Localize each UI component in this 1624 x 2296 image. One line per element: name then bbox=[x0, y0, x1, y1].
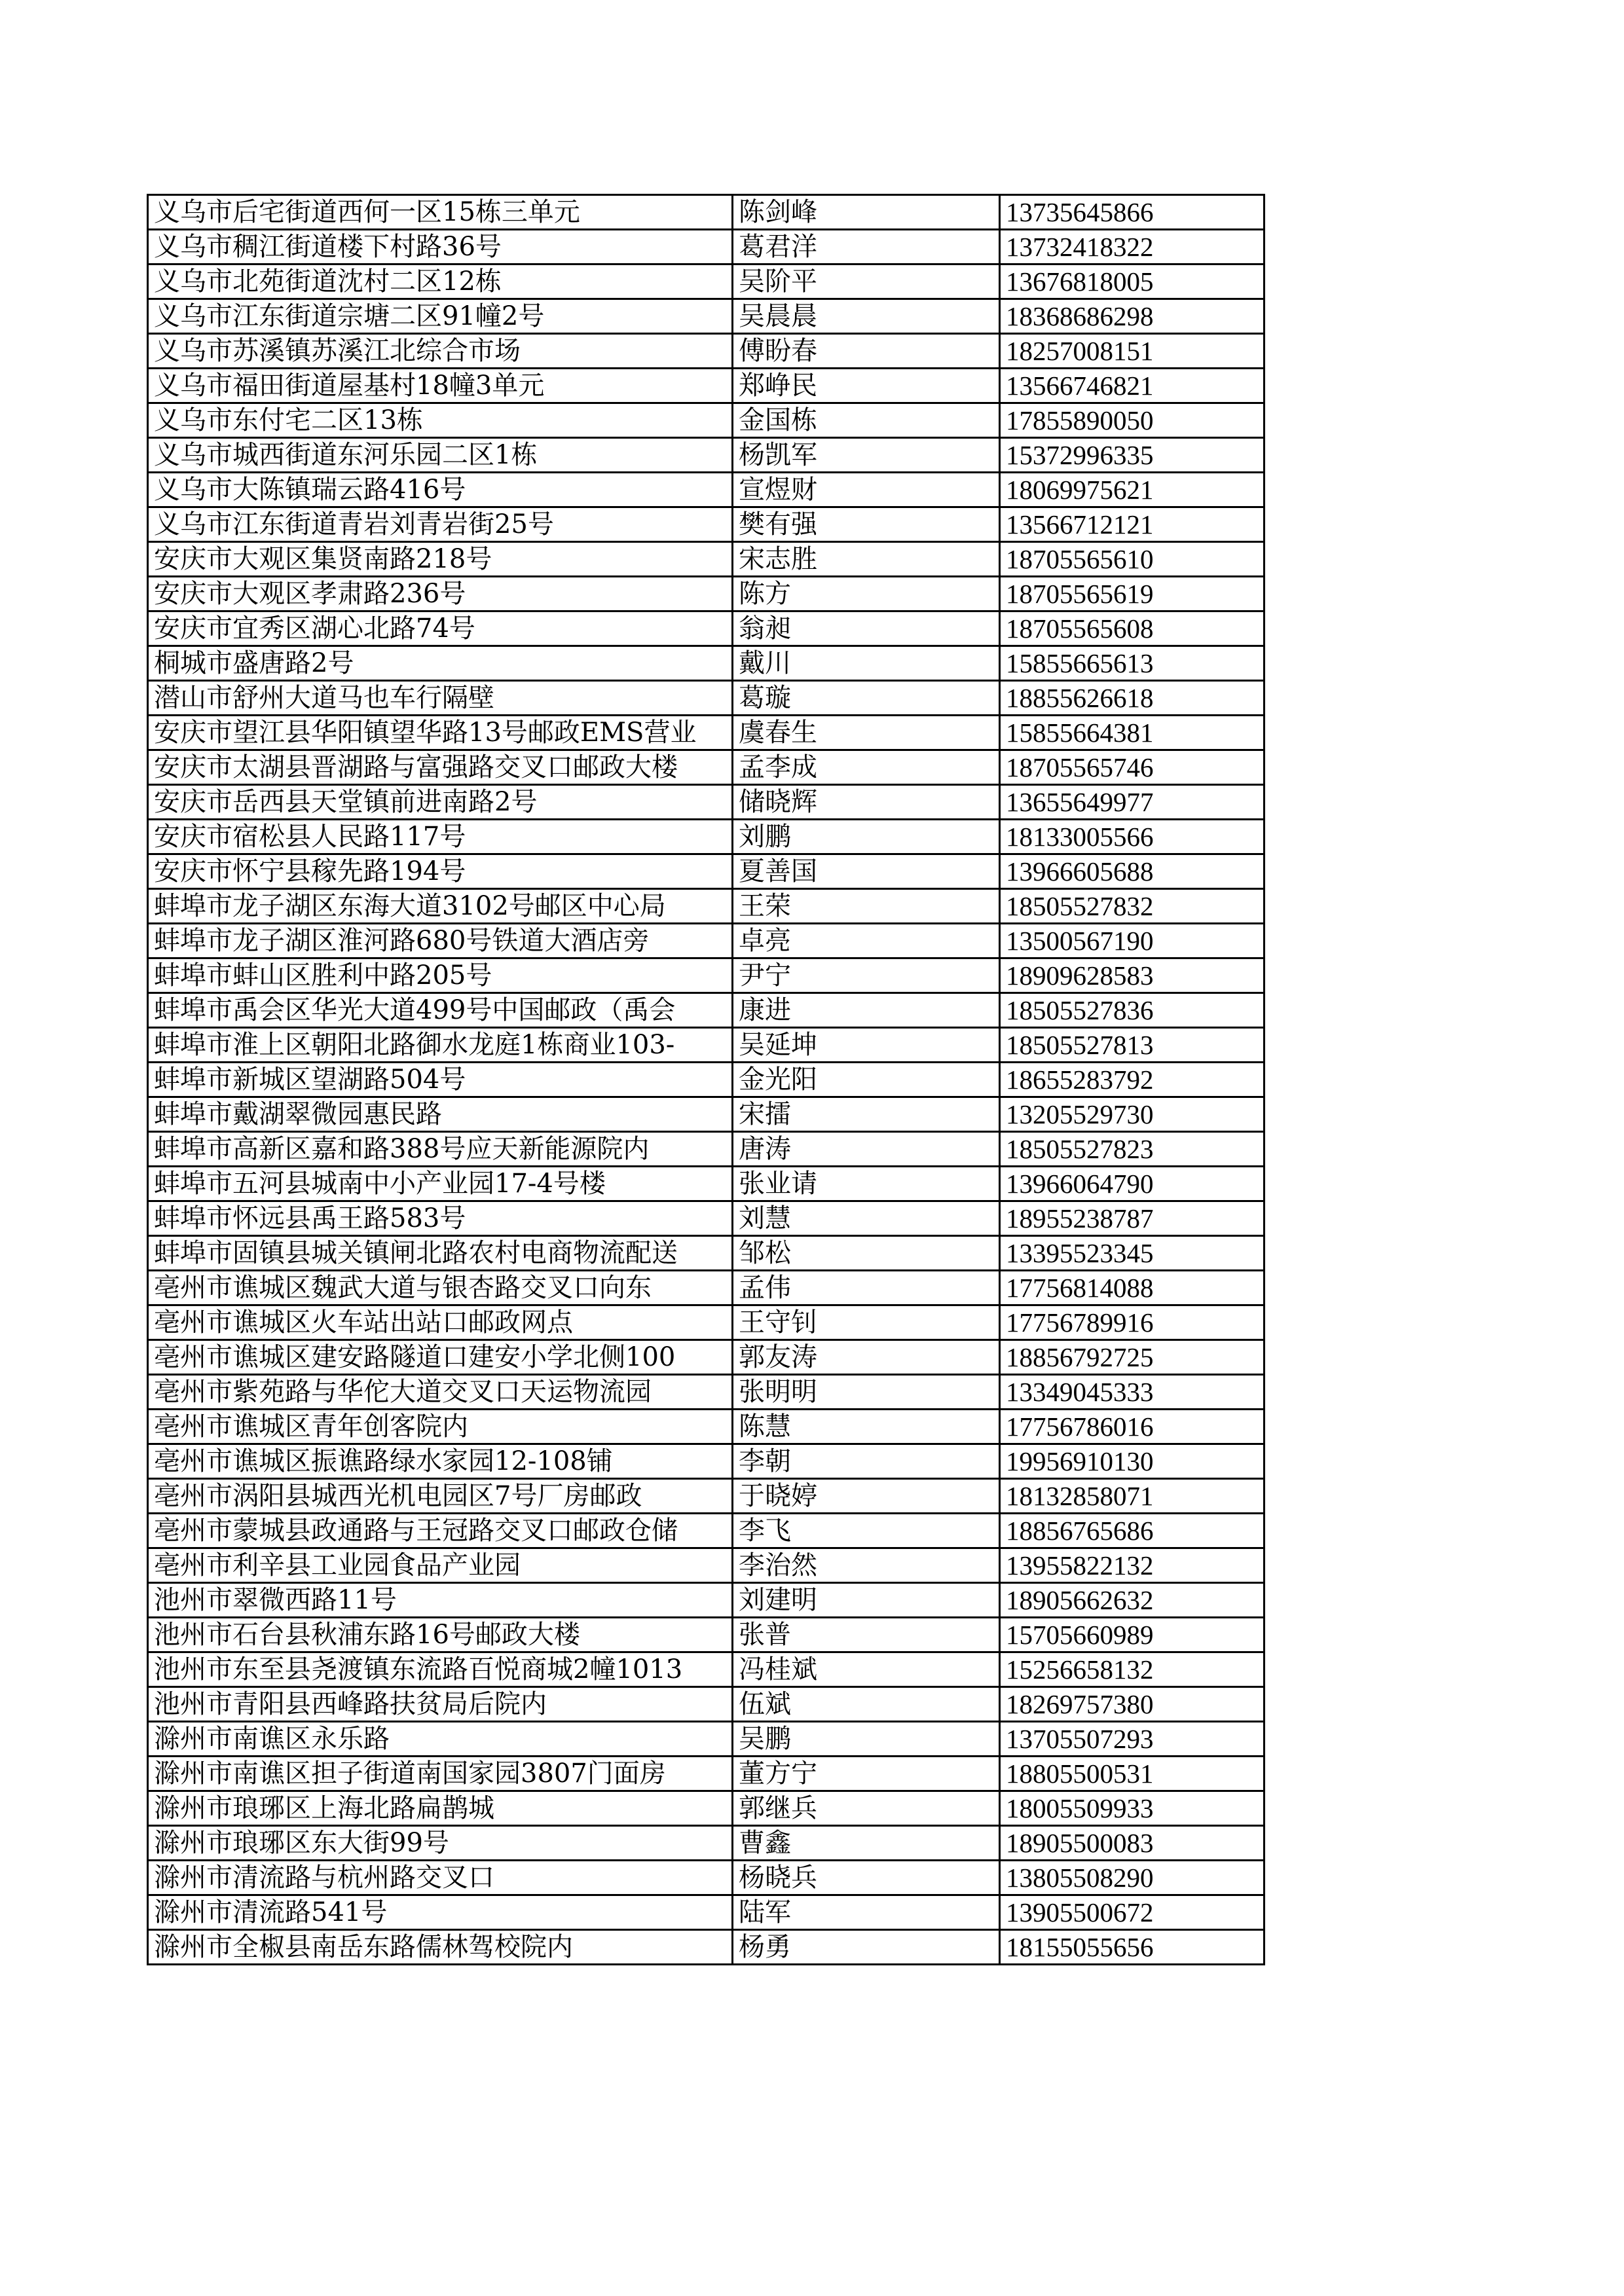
table-row bbox=[148, 1479, 1264, 1514]
address-cell: 亳州市紫苑路与华佗大道交叉口天运物流园 bbox=[148, 1375, 733, 1410]
phone-cell: 17756789916 bbox=[1000, 1305, 1264, 1340]
name-cell: 刘鹏 bbox=[733, 820, 1000, 854]
phone-cell: 18905662632 bbox=[1000, 1583, 1264, 1618]
phone-cell: 13655649977 bbox=[1000, 785, 1264, 820]
address-cell: 池州市青阳县西峰路扶贫局后院内 bbox=[148, 1687, 733, 1722]
table-row bbox=[148, 1548, 1264, 1583]
name-cell: 于晓婷 bbox=[733, 1479, 1000, 1514]
name-cell: 王荣 bbox=[733, 889, 1000, 924]
table-row bbox=[148, 1791, 1264, 1826]
table-row bbox=[148, 1895, 1264, 1930]
table-row bbox=[148, 403, 1264, 438]
table-row bbox=[148, 542, 1264, 577]
table-row bbox=[148, 611, 1264, 646]
phone-cell: 18005509933 bbox=[1000, 1791, 1264, 1826]
address-cell: 安庆市怀宁县稼先路194号 bbox=[148, 854, 733, 889]
phone-cell: 13966064790 bbox=[1000, 1167, 1264, 1201]
address-cell: 蚌埠市五河县城南中小产业园17-4号楼 bbox=[148, 1167, 733, 1201]
address-cell: 潜山市舒州大道马也车行隔壁 bbox=[148, 681, 733, 716]
table-row bbox=[148, 334, 1264, 369]
address-cell: 蚌埠市固镇县城关镇闸北路农村电商物流配送 bbox=[148, 1236, 733, 1271]
phone-cell: 13805508290 bbox=[1000, 1861, 1264, 1895]
phone-cell: 19956910130 bbox=[1000, 1444, 1264, 1479]
phone-cell: 18655283792 bbox=[1000, 1063, 1264, 1097]
phone-cell: 18257008151 bbox=[1000, 334, 1264, 369]
table-row bbox=[148, 195, 1264, 230]
table-row bbox=[148, 889, 1264, 924]
address-cell: 义乌市江东街道宗塘二区91幢2号 bbox=[148, 299, 733, 334]
address-cell: 滁州市南谯区永乐路 bbox=[148, 1722, 733, 1757]
table-row bbox=[148, 1861, 1264, 1895]
name-cell: 杨勇 bbox=[733, 1930, 1000, 1965]
address-cell: 亳州市谯城区魏武大道与银杏路交叉口向东 bbox=[148, 1271, 733, 1305]
phone-cell: 18856792725 bbox=[1000, 1340, 1264, 1375]
address-cell: 滁州市清流路541号 bbox=[148, 1895, 733, 1930]
spreadsheet bbox=[147, 194, 1265, 1965]
address-cell: 滁州市琅琊区东大街99号 bbox=[148, 1826, 733, 1861]
address-cell: 义乌市城西街道东河乐园二区1栋 bbox=[148, 438, 733, 473]
table-row bbox=[148, 820, 1264, 854]
phone-cell: 15855665613 bbox=[1000, 646, 1264, 681]
name-cell: 张普 bbox=[733, 1618, 1000, 1652]
table-row bbox=[148, 1757, 1264, 1791]
phone-cell: 13955822132 bbox=[1000, 1548, 1264, 1583]
address-cell: 亳州市谯城区振谯路绿水家园12-108铺 bbox=[148, 1444, 733, 1479]
name-cell: 陈方 bbox=[733, 577, 1000, 611]
table-row bbox=[148, 1583, 1264, 1618]
table-row bbox=[148, 1028, 1264, 1063]
name-cell: 孟李成 bbox=[733, 750, 1000, 785]
phone-cell: 15855664381 bbox=[1000, 716, 1264, 750]
phone-cell: 17756814088 bbox=[1000, 1271, 1264, 1305]
table-row bbox=[148, 1722, 1264, 1757]
name-cell: 吴鹏 bbox=[733, 1722, 1000, 1757]
name-cell: 唐涛 bbox=[733, 1132, 1000, 1167]
table-row bbox=[148, 1271, 1264, 1305]
name-cell: 陈慧 bbox=[733, 1410, 1000, 1444]
phone-cell: 17756786016 bbox=[1000, 1410, 1264, 1444]
table-row bbox=[148, 993, 1264, 1028]
name-cell: 冯桂斌 bbox=[733, 1652, 1000, 1687]
name-cell: 邹松 bbox=[733, 1236, 1000, 1271]
phone-cell: 18705565608 bbox=[1000, 611, 1264, 646]
phone-cell: 13732418322 bbox=[1000, 230, 1264, 264]
name-cell: 杨晓兵 bbox=[733, 1861, 1000, 1895]
name-cell: 伍斌 bbox=[733, 1687, 1000, 1722]
name-cell: 康进 bbox=[733, 993, 1000, 1028]
table-row bbox=[148, 1236, 1264, 1271]
phone-cell: 18368686298 bbox=[1000, 299, 1264, 334]
table-row bbox=[148, 1097, 1264, 1132]
address-cell: 池州市翠微西路11号 bbox=[148, 1583, 733, 1618]
name-cell: 吴晨晨 bbox=[733, 299, 1000, 334]
name-cell: 郭友涛 bbox=[733, 1340, 1000, 1375]
address-cell: 蚌埠市新城区望湖路504号 bbox=[148, 1063, 733, 1097]
phone-cell: 18155055656 bbox=[1000, 1930, 1264, 1965]
name-cell: 张业请 bbox=[733, 1167, 1000, 1201]
phone-cell: 13566712121 bbox=[1000, 507, 1264, 542]
table-row bbox=[148, 1410, 1264, 1444]
address-cell: 蚌埠市高新区嘉和路388号应天新能源院内 bbox=[148, 1132, 733, 1167]
phone-cell: 13566746821 bbox=[1000, 369, 1264, 403]
name-cell: 刘慧 bbox=[733, 1201, 1000, 1236]
table-row bbox=[148, 785, 1264, 820]
table-row bbox=[148, 1063, 1264, 1097]
phone-cell: 18805500531 bbox=[1000, 1757, 1264, 1791]
phone-cell: 13500567190 bbox=[1000, 924, 1264, 958]
name-cell: 李朝 bbox=[733, 1444, 1000, 1479]
name-cell: 翁昶 bbox=[733, 611, 1000, 646]
address-cell: 池州市东至县尧渡镇东流路百悦商城2幢1013 bbox=[148, 1652, 733, 1687]
phone-cell: 18856765686 bbox=[1000, 1514, 1264, 1548]
name-cell: 李飞 bbox=[733, 1514, 1000, 1548]
phone-cell: 18955238787 bbox=[1000, 1201, 1264, 1236]
address-cell: 滁州市琅琊区上海北路扁鹊城 bbox=[148, 1791, 733, 1826]
phone-cell: 17855890050 bbox=[1000, 403, 1264, 438]
table-row bbox=[148, 1132, 1264, 1167]
address-cell: 蚌埠市龙子湖区淮河路680号铁道大酒店旁 bbox=[148, 924, 733, 958]
phone-cell: 18505527832 bbox=[1000, 889, 1264, 924]
phone-cell: 18705565619 bbox=[1000, 577, 1264, 611]
address-cell: 安庆市宿松县人民路117号 bbox=[148, 820, 733, 854]
phone-cell: 18132858071 bbox=[1000, 1479, 1264, 1514]
address-cell: 安庆市大观区集贤南路218号 bbox=[148, 542, 733, 577]
phone-cell: 18905500083 bbox=[1000, 1826, 1264, 1861]
address-cell: 滁州市全椒县南岳东路儒林驾校院内 bbox=[148, 1930, 733, 1965]
name-cell: 傅盼春 bbox=[733, 334, 1000, 369]
table-row bbox=[148, 438, 1264, 473]
name-cell: 金国栋 bbox=[733, 403, 1000, 438]
phone-cell: 18855626618 bbox=[1000, 681, 1264, 716]
address-cell: 亳州市蒙城县政通路与王冠路交叉口邮政仓储 bbox=[148, 1514, 733, 1548]
address-cell: 桐城市盛唐路2号 bbox=[148, 646, 733, 681]
phone-cell: 13349045333 bbox=[1000, 1375, 1264, 1410]
name-cell: 卓亮 bbox=[733, 924, 1000, 958]
table-row bbox=[148, 230, 1264, 264]
address-cell: 义乌市北苑街道沈村二区12栋 bbox=[148, 264, 733, 299]
name-cell: 郭继兵 bbox=[733, 1791, 1000, 1826]
table-row bbox=[148, 369, 1264, 403]
phone-cell: 15372996335 bbox=[1000, 438, 1264, 473]
name-cell: 陆军 bbox=[733, 1895, 1000, 1930]
name-cell: 李治然 bbox=[733, 1548, 1000, 1583]
table-row bbox=[148, 681, 1264, 716]
table-row bbox=[148, 1826, 1264, 1861]
address-cell: 安庆市望江县华阳镇望华路13号邮政EMS营业 bbox=[148, 716, 733, 750]
name-cell: 宋志胜 bbox=[733, 542, 1000, 577]
table-row bbox=[148, 473, 1264, 507]
table-row bbox=[148, 716, 1264, 750]
name-cell: 孟伟 bbox=[733, 1271, 1000, 1305]
address-cell: 亳州市利辛县工业园食品产业园 bbox=[148, 1548, 733, 1583]
address-cell: 亳州市谯城区火车站出站口邮政网点 bbox=[148, 1305, 733, 1340]
address-cell: 义乌市江东街道青岩刘青岩街25号 bbox=[148, 507, 733, 542]
name-cell: 葛君洋 bbox=[733, 230, 1000, 264]
address-cell: 安庆市太湖县晋湖路与富强路交叉口邮政大楼 bbox=[148, 750, 733, 785]
table-row bbox=[148, 264, 1264, 299]
address-cell: 蚌埠市龙子湖区东海大道3102号邮区中心局 bbox=[148, 889, 733, 924]
table-row bbox=[148, 1305, 1264, 1340]
address-cell: 蚌埠市戴湖翠微园惠民路 bbox=[148, 1097, 733, 1132]
phone-cell: 15256658132 bbox=[1000, 1652, 1264, 1687]
address-cell: 义乌市稠江街道楼下村路36号 bbox=[148, 230, 733, 264]
name-cell: 郑峥民 bbox=[733, 369, 1000, 403]
phone-cell: 13735645866 bbox=[1000, 195, 1264, 230]
address-cell: 安庆市大观区孝肃路236号 bbox=[148, 577, 733, 611]
table-row bbox=[148, 1652, 1264, 1687]
table-row bbox=[148, 1687, 1264, 1722]
table-row bbox=[148, 1340, 1264, 1375]
table-row bbox=[148, 577, 1264, 611]
phone-cell: 13905500672 bbox=[1000, 1895, 1264, 1930]
table-row bbox=[148, 958, 1264, 993]
phone-cell: 18069975621 bbox=[1000, 473, 1264, 507]
name-cell: 吴阶平 bbox=[733, 264, 1000, 299]
table-row bbox=[148, 646, 1264, 681]
address-cell: 亳州市谯城区青年创客院内 bbox=[148, 1410, 733, 1444]
address-cell: 义乌市大陈镇瑞云路416号 bbox=[148, 473, 733, 507]
table-row bbox=[148, 1514, 1264, 1548]
name-cell: 尹宁 bbox=[733, 958, 1000, 993]
name-cell: 曹鑫 bbox=[733, 1826, 1000, 1861]
address-cell: 蚌埠市禹会区华光大道499号中国邮政（禹会 bbox=[148, 993, 733, 1028]
name-cell: 葛璇 bbox=[733, 681, 1000, 716]
address-cell: 池州市石台县秋浦东路16号邮政大楼 bbox=[148, 1618, 733, 1652]
name-cell: 陈剑峰 bbox=[733, 195, 1000, 230]
phone-cell: 18909628583 bbox=[1000, 958, 1264, 993]
phone-cell: 18133005566 bbox=[1000, 820, 1264, 854]
phone-cell: 15705660989 bbox=[1000, 1618, 1264, 1652]
address-cell: 义乌市东付宅二区13栋 bbox=[148, 403, 733, 438]
phone-cell: 13395523345 bbox=[1000, 1236, 1264, 1271]
phone-cell: 18705565610 bbox=[1000, 542, 1264, 577]
address-cell: 义乌市后宅街道西何一区15栋三单元 bbox=[148, 195, 733, 230]
address-cell: 滁州市清流路与杭州路交叉口 bbox=[148, 1861, 733, 1895]
address-cell: 安庆市宜秀区湖心北路74号 bbox=[148, 611, 733, 646]
phone-cell: 18505527836 bbox=[1000, 993, 1264, 1028]
table-row bbox=[148, 924, 1264, 958]
address-cell: 蚌埠市怀远县禹王路583号 bbox=[148, 1201, 733, 1236]
phone-cell: 13205529730 bbox=[1000, 1097, 1264, 1132]
address-cell: 滁州市南谯区担子街道南国家园3807门面房 bbox=[148, 1757, 733, 1791]
table-row bbox=[148, 1618, 1264, 1652]
phone-cell: 13705507293 bbox=[1000, 1722, 1264, 1757]
name-cell: 刘建明 bbox=[733, 1583, 1000, 1618]
contact-table bbox=[147, 194, 1265, 1965]
name-cell: 杨凯军 bbox=[733, 438, 1000, 473]
table-row bbox=[148, 750, 1264, 785]
address-cell: 蚌埠市淮上区朝阳北路御水龙庭1栋商业103- bbox=[148, 1028, 733, 1063]
name-cell: 宋擂 bbox=[733, 1097, 1000, 1132]
table-row bbox=[148, 1375, 1264, 1410]
address-cell: 蚌埠市蚌山区胜利中路205号 bbox=[148, 958, 733, 993]
phone-cell: 18505527823 bbox=[1000, 1132, 1264, 1167]
name-cell: 金光阳 bbox=[733, 1063, 1000, 1097]
table-row bbox=[148, 854, 1264, 889]
name-cell: 夏善国 bbox=[733, 854, 1000, 889]
phone-cell: 13966605688 bbox=[1000, 854, 1264, 889]
phone-cell: 18505527813 bbox=[1000, 1028, 1264, 1063]
name-cell: 张明明 bbox=[733, 1375, 1000, 1410]
address-cell: 安庆市岳西县天堂镇前进南路2号 bbox=[148, 785, 733, 820]
table-row bbox=[148, 299, 1264, 334]
table-row bbox=[148, 1167, 1264, 1201]
address-cell: 亳州市涡阳县城西光机电园区7号厂房邮政 bbox=[148, 1479, 733, 1514]
phone-cell: 18269757380 bbox=[1000, 1687, 1264, 1722]
name-cell: 储晓辉 bbox=[733, 785, 1000, 820]
name-cell: 宣煜财 bbox=[733, 473, 1000, 507]
name-cell: 王守钊 bbox=[733, 1305, 1000, 1340]
name-cell: 吴延坤 bbox=[733, 1028, 1000, 1063]
table-row bbox=[148, 1444, 1264, 1479]
table-row bbox=[148, 1201, 1264, 1236]
address-cell: 义乌市福田街道屋基村18幢3单元 bbox=[148, 369, 733, 403]
name-cell: 董方宁 bbox=[733, 1757, 1000, 1791]
table-body bbox=[148, 195, 1264, 1965]
phone-cell: 18705565746 bbox=[1000, 750, 1264, 785]
name-cell: 虞春生 bbox=[733, 716, 1000, 750]
address-cell: 亳州市谯城区建安路隧道口建安小学北侧100 bbox=[148, 1340, 733, 1375]
name-cell: 樊有强 bbox=[733, 507, 1000, 542]
table-row bbox=[148, 1930, 1264, 1965]
table-row bbox=[148, 507, 1264, 542]
phone-cell: 13676818005 bbox=[1000, 264, 1264, 299]
name-cell: 戴川 bbox=[733, 646, 1000, 681]
address-cell: 义乌市苏溪镇苏溪江北综合市场 bbox=[148, 334, 733, 369]
